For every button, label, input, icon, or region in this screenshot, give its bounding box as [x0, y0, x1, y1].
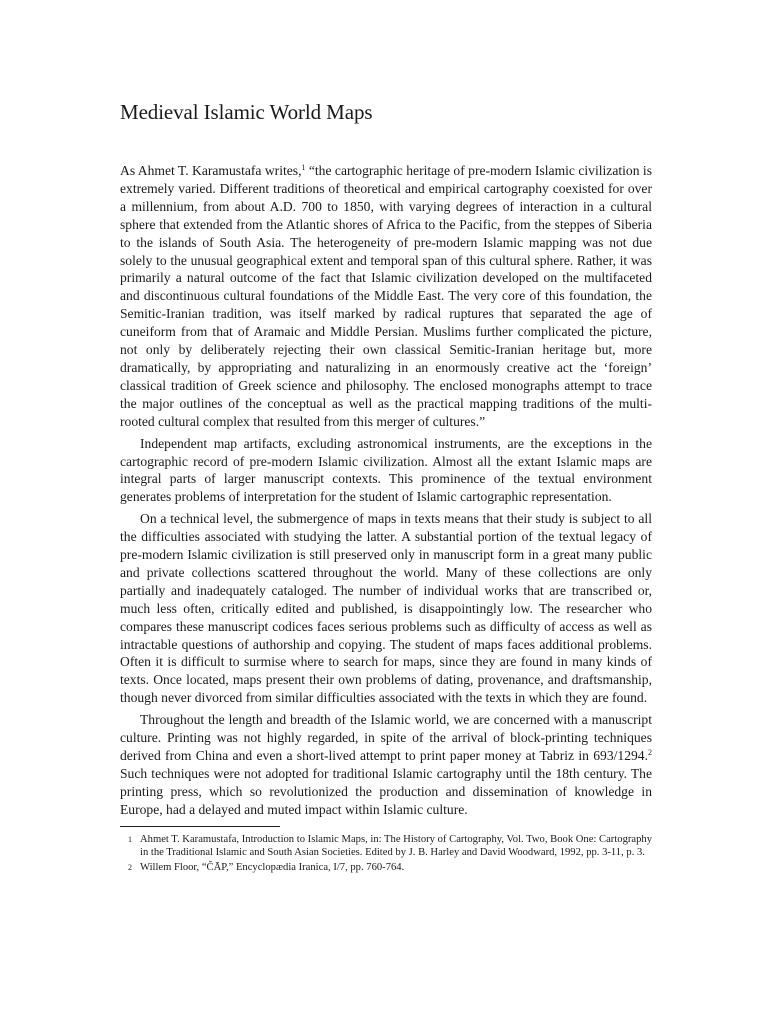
footnote-divider — [120, 826, 280, 827]
document-page — [120, 98, 652, 877]
page-title: Medieval Islamic World Maps — [120, 100, 373, 124]
footnote-1 — [120, 833, 652, 860]
footnote-ref-2[interactable]: 2 — [648, 748, 652, 757]
footnote-text: Ahmet T. Karamustafa, Introduction to Islamic Maps, in: The History of Cartography, Vol. Two, Book One: Cartography in the Traditional Islamic and South Asian Societies. Edited by J. B. Harley and David Woodward, 1992, pp. 3-11, p. 3. — [140, 833, 652, 859]
footnote-number: 1 — [128, 834, 132, 844]
footnote-number: 2 — [128, 863, 132, 873]
paragraph-2: Independent map artifacts, excluding astronomical instruments, are the exceptions in the cartographic record of pre-modern Islamic civilization. Almost all the extant Islamic maps are integral parts of larger manuscript contexts. This prominence of the textual environment generates problems of interpretation for the student of Islamic cartographic representation. — [120, 435, 652, 505]
paragraph-4-text-after: Such techniques were not adopted for traditional Islamic cartography until the 18th century. The printing press, which so revolutionized the production and dissemination of knowledge in Europe, had a delayed and muted impact within Islamic culture. — [120, 765, 652, 817]
paragraph-1 — [120, 162, 652, 431]
footnotes — [120, 833, 652, 875]
footnote-ref-1[interactable]: 1 — [301, 163, 306, 172]
footnote-2 — [120, 861, 652, 874]
paragraph-3: On a technical level, the submergence of maps in texts means that their study is subject to all the difficulties associated with studying the latter. A substantial portion of the textual legacy of pre-modern Islamic civilization is still preserved only in manuscript form in a great many public and private collections scattered throughout the world. Many of these collections are only partially and inadequately cataloged. The number of individual works that are transcribed or, much less often, critically edited and published, is disappointingly low. The researcher who compares these manuscript codices faces serious problems such as difficulty of access as well as intractable questions of authorship and copying. The student of maps faces additional problems. Often it is difficult to surmise where to search for maps, since they are found in many kinds of texts. Once located, maps present their own problems of dating, provenance, and draftsmanship, though never divorced from similar difficulties associated with the texts in which they are found. — [120, 511, 652, 706]
paragraph-1-text-before: As Ahmet T. Karamustafa writes, — [120, 163, 302, 178]
body-text — [120, 162, 652, 819]
paragraph-4-text-before: Throughout the length and breadth of the Islamic world, we are concerned with a manuscript culture. Printing was not highly regarded, in spite of the arrival of block-printing techniques derived from China and even a short-lived attempt to print paper money at Tabriz in 693/1294. — [120, 712, 652, 763]
footnote-text: Willem Floor, “ČĀP,” Encyclopædia Iranica, I/7, pp. 760-764. — [140, 862, 405, 874]
paragraph-4 — [120, 711, 652, 818]
paragraph-1-text-after: “the cartographic heritage of pre-modern Islamic civilization is extremely varied. Different traditions of theoretical and empirical cartography coexisted for over a millennium, from about A.D. 700 to 1850, with varying degrees of interaction in a cultural sphere that extended from the Atlantic shores of Africa to the Pacific, from the steppes of Siberia to the islands of South Asia. The heterogeneity of pre-modern Islamic mapping was not due solely to the unusual geographical extent and temporal span of this cultural sphere. Rather, it was primarily a natural outcome of the fact that Islamic civilization developed on the multifaceted and discontinuous cultural foundations of the Middle East. The very core of this foundation, the Semitic-Iranian tradition, was itself marked by radical ruptures that separated the age of cuneiform from that of Aramaic and Middle Persian. Muslims further complicated the picture, not only by deliberately rejecting their own classical Semitic-Iranian heritage but, more dramatically, by appropriating and naturalizing in an enormously creative act the ‘foreign’ classical tradition of Greek science and philosophy. The enclosed monographs attempt to trace the major outlines of the conceptual as well as the practical mapping traditions of the multi-rooted cultural complex that resulted from this merger of cultures.” — [120, 163, 652, 429]
